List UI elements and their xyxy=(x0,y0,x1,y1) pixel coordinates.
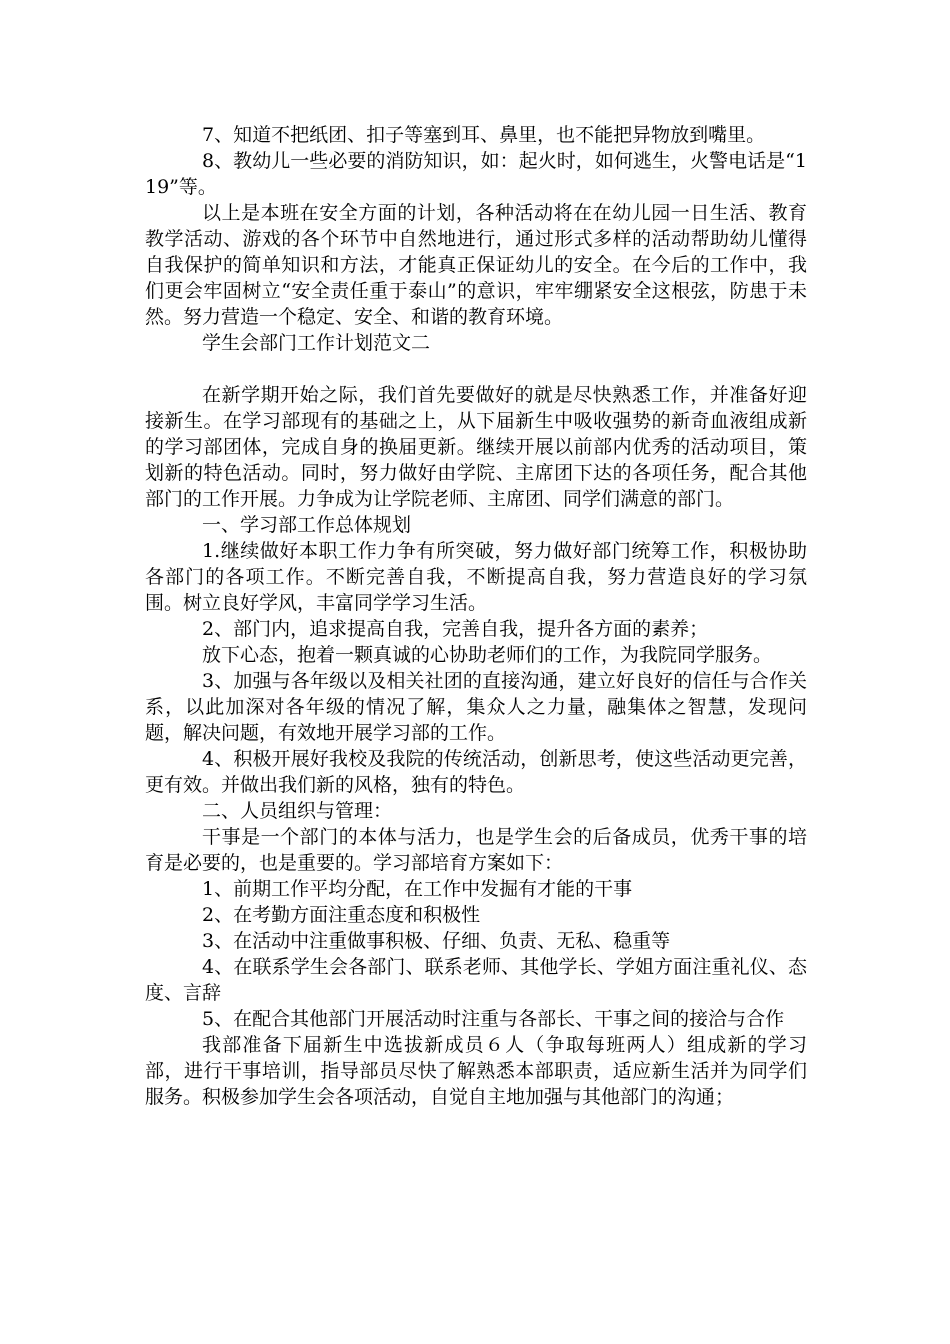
heading-organization: 二、人员组织与管理： xyxy=(202,800,393,822)
list-item-2: 2、在考勤方面注重态度和积极性 xyxy=(202,904,481,926)
list-item-3: 3、在活动中注重做事积极、仔细、负责、无私、稳重等 xyxy=(202,930,671,952)
list-item-1: 1、前期工作平均分配，在工作中发掘有才能的干事 xyxy=(202,878,633,900)
paragraph-plan-2: 2、部门内，追求提高自我，完善自我，提升各方面的素养； xyxy=(202,618,709,640)
paragraph-item-7: 7、知道不把纸团、扣子等塞到耳、鼻里，也不能把异物放到嘴里。 xyxy=(202,124,766,146)
blank-line xyxy=(145,356,807,382)
document-page xyxy=(145,122,807,1110)
list-item-5: 5、在配合其他部门开展活动时注重与各部长、干事之间的接洽与合作 xyxy=(202,1008,785,1030)
paragraph-plan-1: 1.继续做好本职工作力争有所突破，努力做好部门统筹工作，积极协助各部门的各项工作。不断完善自我，不断提高自我，努力营造良好的学习氛围。树立良好学风，丰富同学学习生活。 xyxy=(145,540,807,614)
paragraph-plan-4: 4、积极开展好我校及我院的传统活动，创新思考，使这些活动更完善，更有效。并做出我们新的风格，独有的特色。 xyxy=(145,748,807,796)
paragraph-intro: 在新学期开始之际，我们首先要做好的就是尽快熟悉工作，并准备好迎接新生。在学习部现有的基础之上，从下届新生中吸收强势的新奇血液组成新的学习部团体，完成自身的换届更新。继续开展以前部内优秀的活动项目，策划新的特色活动。同时，努力做好由学院、主席团下达的各项任务，配合其他部门的工作开展。力争成为让学院老师、主席团、同学们满意的部门。 xyxy=(145,384,807,510)
paragraph-summary: 以上是本班在安全方面的计划，各种活动将在在幼儿园一日生活、教育教学活动、游戏的各个环节中自然地进行，通过形式多样的活动帮助幼儿懂得自我保护的简单知识和方法，才能真正保证幼儿的安全。在今后的工作中，我们更会牢固树立“安全责任重于泰山”的意识，牢牢绷紧安全这根弦，防患于未然。努力营造一个稳定、安全、和谐的教育环境。 xyxy=(145,202,807,328)
list-item-4: 4、在联系学生会各部门、联系老师、其他学长、学姐方面注重礼仪、态度、言辞 xyxy=(145,956,807,1004)
paragraph-plan-3: 3、加强与各年级以及相关社团的直接沟通，建立好良好的信任与合作关系，以此加深对各年级的情况了解，集众人之力量，融集体之智慧，发现问题，解决问题，有效地开展学习部的工作。 xyxy=(145,670,807,744)
paragraph-plan-2-cont: 放下心态，抱着一颗真诚的心协助老师们的工作，为我院同学服务。 xyxy=(202,644,773,666)
heading-planning: 一、学习部工作总体规划 xyxy=(202,514,412,536)
paragraph-staff: 干事是一个部门的本体与活力，也是学生会的后备成员，优秀干事的培育是必要的，也是重要的。学习部培育方案如下： xyxy=(145,826,807,874)
paragraph-item-8: 8、教幼儿一些必要的消防知识，如：起火时，如何逃生，火警电话是“119”等。 xyxy=(145,150,807,198)
section-title: 学生会部门工作计划范文二 xyxy=(202,332,431,354)
paragraph-recruitment: 我部准备下届新生中选拔新成员６人（争取每班两人）组成新的学习部，进行干事培训，指导部员尽快了解熟悉本部职责，适应新生活并为同学们服务。积极参加学生会各项活动，自觉自主地加强与其他部门的沟通； xyxy=(145,1034,807,1108)
